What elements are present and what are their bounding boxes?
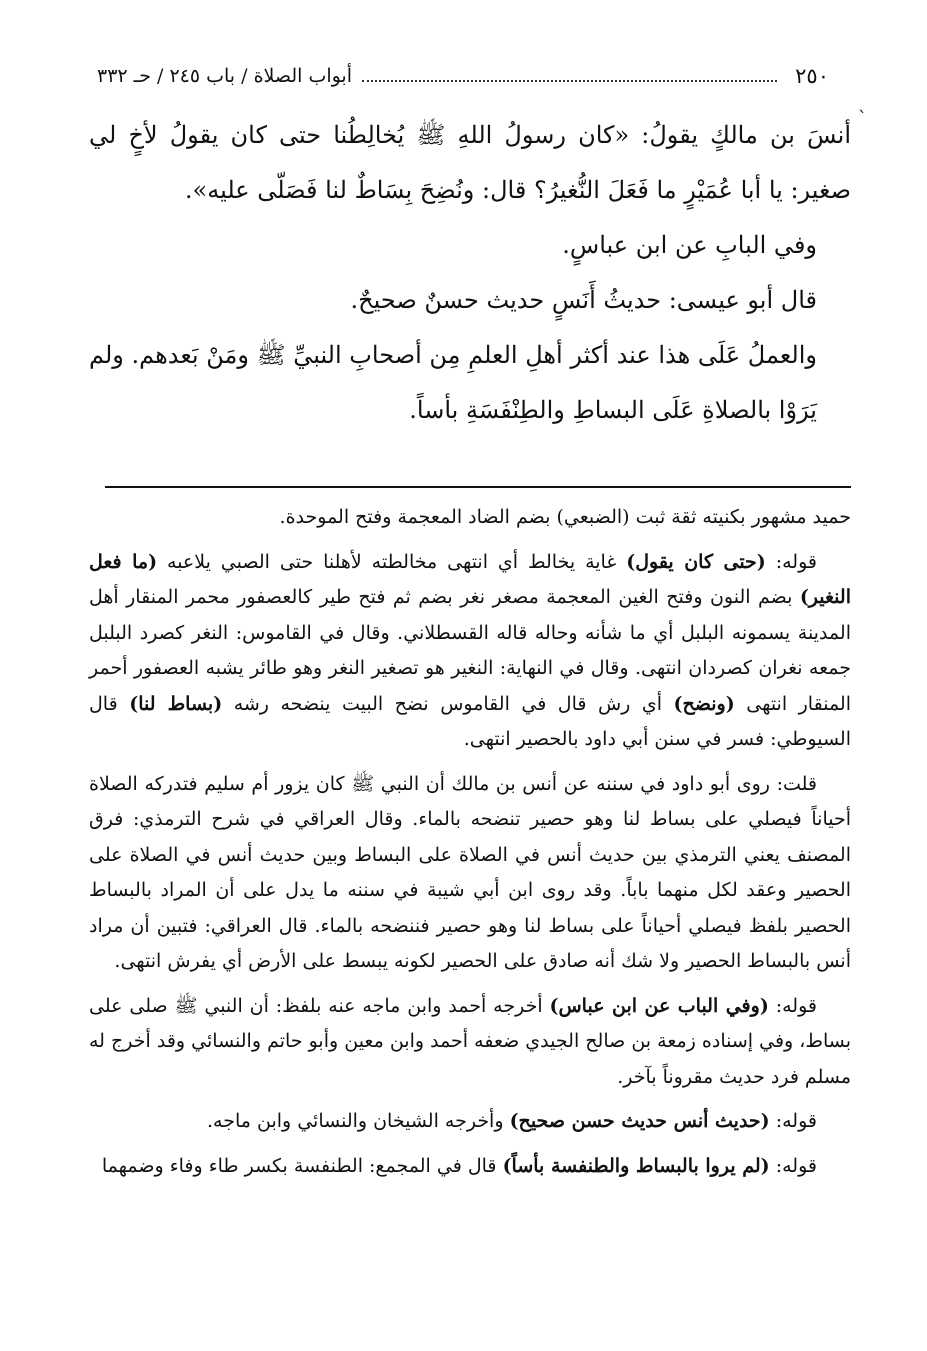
note-text: وأخرجه الشيخان والنسائي وابن ماجه. bbox=[207, 1110, 510, 1132]
note-lemma: (ما فعل النغير) bbox=[89, 550, 851, 608]
note-paragraph bbox=[89, 1149, 851, 1185]
header-dot-leader bbox=[362, 79, 777, 82]
commentary bbox=[89, 500, 851, 1193]
amal-text: والعملُ عَلَى هذا عند أكثر أهلِ العلمِ مِن أصحابِ النبيِّ ﷺ ومَنْ بَعدهم. ولم يَرَوْا بالصلاةِ عَلَى البساطِ والطِنْفَسَةِ بأساً. bbox=[88, 341, 817, 424]
margin-mark-icon: ˋ bbox=[858, 108, 867, 129]
note-lemma: (لم يروا بالبساط والطنفسة بأساً) bbox=[502, 1154, 770, 1177]
grade-text: قال أبو عيسى: حديثُ أَنَسٍ حديث حسنٌ صحيحٌ. bbox=[350, 286, 817, 314]
footnote-separator bbox=[105, 486, 851, 488]
note-text: بضم النون وفتح الغين المعجمة مصغر نغر بضم ثم فتح طير كالعصفور محمر المنقار أهل المدينة يسمونه البلبل أي ما شأنه وحاله قاله القسطلاني. وقال في القاموس: النغر كصرد البلبل جمعه نغران كصردان انتهى. وقال في النهاية: النغير هو تصغير النغر وهو طائر يشبه العصفور أحمر المنقار انتهى bbox=[89, 586, 851, 715]
note-lemma: (حديث أنس حديث حسن صحيح) bbox=[509, 1110, 770, 1132]
running-title: أبواب الصلاة / باب ٢٤٥ / حـ ٣٣٢ bbox=[97, 65, 353, 87]
page-number: ٢٥٠ bbox=[795, 64, 829, 88]
note-lead: قوله: bbox=[768, 994, 817, 1017]
note-lead: قوله: bbox=[765, 550, 817, 573]
note-lemma: (ونضح) bbox=[673, 692, 735, 715]
note-lemma: (وفي الباب عن ابن عباس) bbox=[549, 994, 769, 1017]
note-lead: قوله: bbox=[769, 1110, 817, 1132]
note-paragraph bbox=[89, 989, 851, 1096]
main-text bbox=[89, 108, 851, 438]
note-lead: قوله: bbox=[769, 1154, 817, 1177]
note-paragraph: قلت: روى أبو داود في سننه عن أنس بن مالك أن النبي ﷺ كان يزور أم سليم فتدركه الصلاة أحياناً فيصلي على بساط لنا وهو حصير تنضحه بالماء. وقال العراقي في شرح الترمذي: فرق المصنف يعني الترمذي بين حديث أنس في الصلاة على البساط وبين حديث أنس في الصلاة على الحصير وعقد لكل منهما باباً. وقد روى ابن أبي شيبة في سننه ما يدل على أن المراد بالبساط الحصير بلفظ فيصلي أحياناً على بساط لنا وهو حصير فننضحه بالماء. قال العراقي: فتبين أن مراد أنس بالبساط الحصير ولا شك أنه صادق على الحصير لكونه يبسط على الأرض أي يفرش انتهى. bbox=[89, 772, 852, 972]
note-text: أي رش قال في القاموس نضح البيت ينضحه رشه bbox=[222, 692, 674, 715]
note-text: غاية يخالط أي انتهى مخالطته لأهلنا حتى الصبي يلاعبه bbox=[157, 550, 627, 573]
note-text: قال السيوطي: فسر في سنن أبي داود بالحصير انتهى. bbox=[89, 692, 851, 750]
note-lemma: (بساط لنا) bbox=[129, 692, 223, 715]
note-paragraph bbox=[89, 1104, 851, 1140]
note-text: قال في المجمع: الطنفسة بكسر طاء وفاء وضمهما bbox=[101, 1154, 503, 1177]
note-paragraph bbox=[89, 545, 851, 758]
bab-text: وفي البابِ عن ابن عباسٍ. bbox=[562, 231, 817, 259]
note-lemma: (حتى كان يقول) bbox=[626, 550, 766, 573]
note-text: أخرجه أحمد وابن ماجه عنه بلفظ: أن النبي ﷺ صلى على بساط، وفي إسناده زمعة بن صالح الجيدي ضعفه أحمد وابن معين وأبو حاتم والنسائي وقد أخرج له مسلم فرد حديث مقروناً بآخر. bbox=[89, 994, 851, 1088]
note-paragraph: حميد مشهور بكنيته ثقة ثبت (الضبعي) بضم الضاد المعجمة وفتح الموحدة. bbox=[279, 506, 851, 528]
page-header bbox=[97, 58, 829, 94]
hadith-text: أنسَ بن مالكٍ يقولُ: «كان رسولُ اللهِ ﷺ يُخالِطُنا حتى كان يقولُ لأخٍ لي صغير: يا أبا عُمَيْرٍ ما فَعَلَ النُّغيرُ؟ قال: ونُضِحَ بِسَاطٌ لنا فَصَلّى عليه». bbox=[89, 121, 851, 204]
